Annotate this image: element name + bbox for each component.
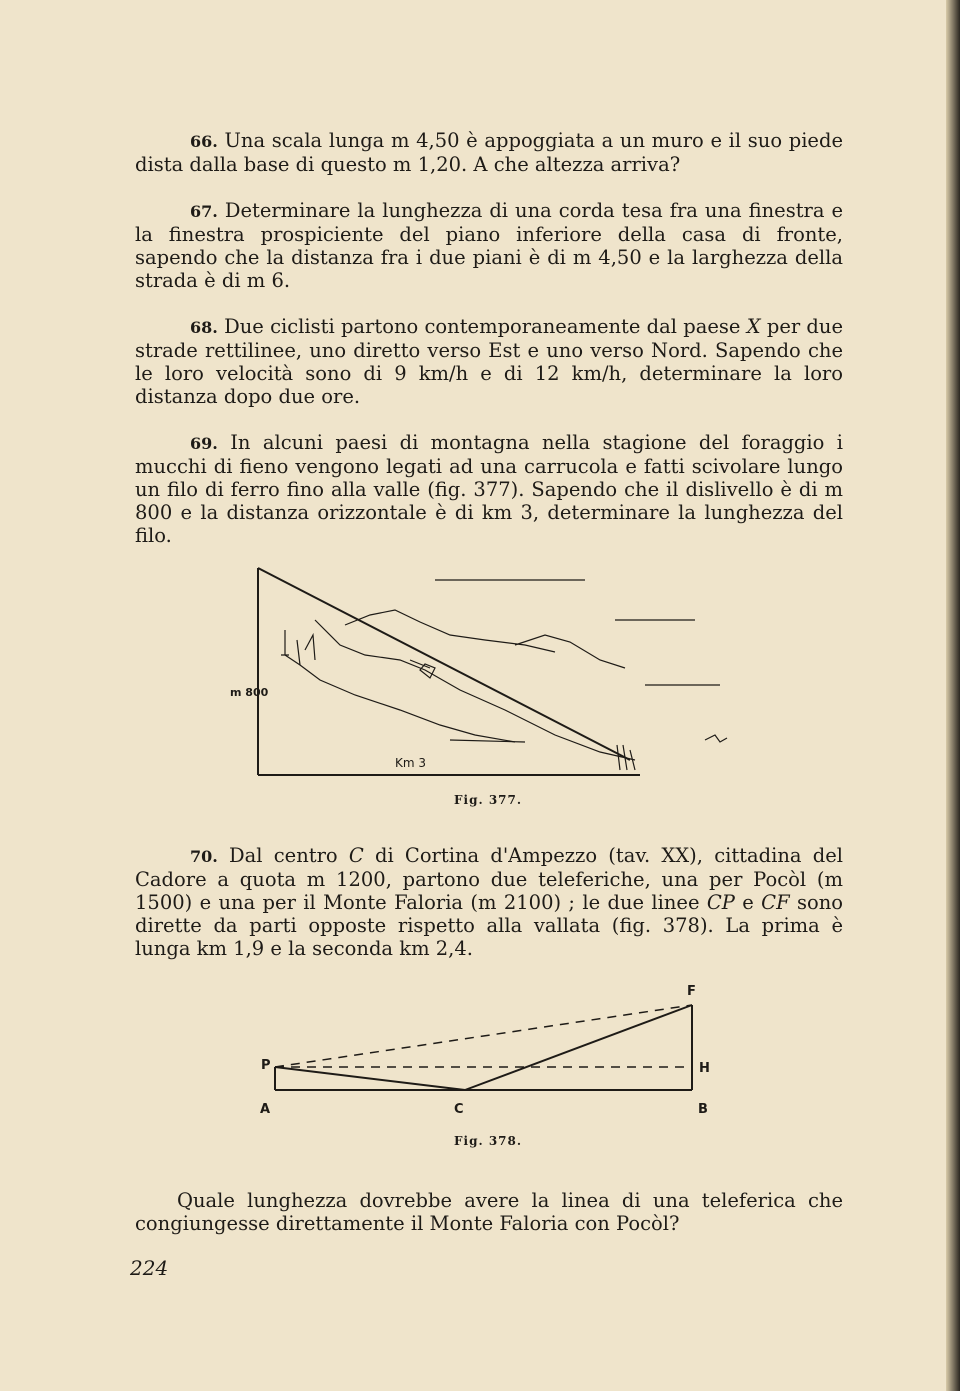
variable-c: C [348, 844, 364, 867]
problem-number: 67. [190, 202, 218, 221]
dashed-pf [275, 1005, 692, 1067]
problem-text: Dal centro [229, 844, 349, 867]
variable-cp: CP [706, 891, 735, 914]
problem-text-cont: e [734, 891, 762, 914]
line-cf [465, 1005, 692, 1090]
problem-68 [135, 315, 843, 408]
label-c: C [454, 1102, 464, 1117]
problem-number: 70. [190, 847, 218, 866]
line-pc [275, 1067, 465, 1090]
variable-cf: CF [761, 891, 790, 914]
label-b: B [698, 1102, 708, 1117]
problem-number: 68. [190, 318, 218, 337]
figure-378-caption: Fig. 378. [454, 1134, 523, 1148]
height-label: m 800 [230, 686, 269, 699]
problem-text: In alcuni paesi di montagna nella stagione del foraggio i mucchi di fieno vengono legati ad una carrucola e fatti scivolare lungo un filo di ferro fino alla valle (fig. 377). Sapendo che il dislivello è di m 800 e la distanza orizzontale è di km 3, determinare la lunghezza del filo. [135, 431, 843, 547]
wire-line [258, 568, 630, 760]
page-edge [946, 0, 960, 1391]
problem-number: 69. [190, 434, 218, 453]
problem-69 [135, 431, 843, 547]
problem-70 [135, 844, 843, 960]
figure-377 [225, 560, 745, 785]
figure-378 [240, 975, 740, 1125]
problem-text-cont: per due strade rettilinee, uno diretto verso Est e uno verso Nord. Sapendo che le loro velocità sono di 9 km/h e di 12 km/h, determinare la loro distanza dopo due ore. [135, 315, 843, 408]
label-h: H [699, 1061, 710, 1076]
distance-label: Km 3 [395, 756, 427, 770]
problem-text: Una scala lunga m 4,50 è appoggiata a un muro e il suo piede dista dalla base di questo m 1,20. A che altezza arriva? [135, 129, 843, 176]
problem-66 [135, 129, 843, 176]
variable-x: X [746, 315, 761, 338]
page-number: 224 [130, 1256, 169, 1280]
problem-text-cont: di Cortina d'Ampezzo (tav. XX), cittadina del Cadore a quota m 1200, partono due teleferiche, una per Pocòl (m 1500) e una per il Monte Faloria (m 2100) ; le due linee [135, 844, 844, 914]
figure-377-caption: Fig. 377. [454, 793, 523, 807]
problem-67 [135, 199, 843, 292]
label-a: A [260, 1102, 271, 1117]
label-f: F [687, 984, 696, 999]
problem-text: Determinare la lunghezza di una corda tesa fra una finestra e la finestra prospiciente del piano inferiore della casa di fronte, sapendo che la distanza fra i due piani è di m 4,50 e la larghezza della strada è di m 6. [135, 199, 843, 292]
label-p: P [261, 1058, 271, 1073]
landscape-sketch [281, 580, 727, 770]
problem-text-cont: sono dirette da parti opposte rispetto alla vallata (fig. 378). La prima è lunga km 1,9 e la seconda km 2,4. [135, 891, 844, 960]
problem-number: 66. [190, 132, 218, 151]
problem-text: Due ciclisti partono contemporaneamente dal paese [224, 315, 747, 338]
closing-question: Quale lunghezza dovrebbe avere la linea di una teleferica che congiungesse direttamente il Monte Faloria con Pocòl? [135, 1189, 843, 1235]
